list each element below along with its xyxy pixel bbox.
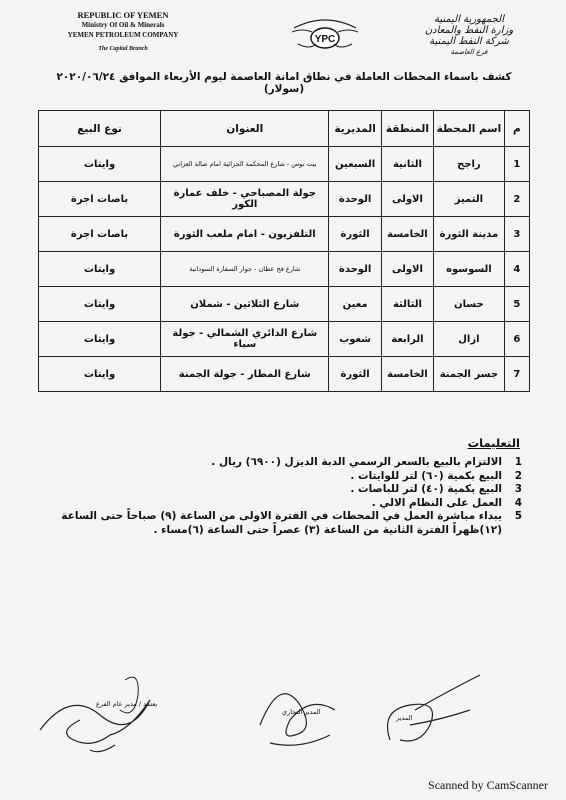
table-row	[39, 287, 530, 322]
row-number: 2	[504, 182, 529, 217]
document-title: كشف باسماء المحطات العاملة في نطاق امانة العاصمة ليوم الأربعاء الموافق ٢٠٢٠/٠٦/٢٤ (سولار)	[56, 71, 512, 95]
scanner-watermark: Scanned by CamScanner	[428, 778, 548, 792]
item-number: 1	[514, 456, 522, 468]
district: شعوب	[329, 322, 381, 357]
station-name: ازال	[434, 322, 504, 357]
table-header-row	[39, 111, 530, 147]
right-signature	[370, 670, 490, 760]
station-name: راجح	[434, 147, 504, 182]
list-item	[52, 470, 522, 484]
address: شارع الثلاثين - شملان	[161, 287, 329, 322]
table-row	[39, 182, 530, 217]
row-number: 1	[504, 147, 529, 182]
column-header-district: المديرية	[329, 111, 381, 147]
header-arabic-block	[404, 14, 534, 58]
table-row	[39, 357, 530, 392]
sale-type: وايتات	[39, 357, 161, 392]
left-signature-label: يعتمد / مدير عام الفرع	[96, 700, 158, 708]
sale-type: وايتات	[39, 322, 161, 357]
region: الرابعة	[381, 322, 433, 357]
region: الاولى	[381, 182, 433, 217]
row-number: 4	[504, 252, 529, 287]
station-name: السوسوه	[434, 252, 504, 287]
row-number: 6	[504, 322, 529, 357]
header-arabic-country: الجمهورية اليمنية	[433, 14, 504, 25]
table-row	[39, 147, 530, 182]
column-header-number: م	[504, 111, 529, 147]
district: الوحدة	[329, 252, 381, 287]
header-arabic-branch: فرع العاصمة	[450, 48, 488, 56]
region: الثالثة	[381, 287, 433, 322]
region: الخامسة	[381, 217, 433, 252]
region: الثانية	[381, 147, 433, 182]
column-header-station: اسم المحطة	[434, 111, 504, 147]
address: شارع الدائري الشمالي - جولة سباء	[161, 322, 329, 357]
row-number: 7	[504, 357, 529, 392]
column-header-address: العنوان	[161, 111, 329, 147]
header-branch: The Capital Branch	[98, 46, 148, 52]
station-name: مدينة الثورة	[434, 217, 504, 252]
row-number: 5	[504, 287, 529, 322]
district: الوحدة	[329, 182, 381, 217]
sale-type: وايتات	[39, 147, 161, 182]
address: شارع فج عطان - جوار السفارة السودانية	[161, 252, 329, 287]
column-header-sale-type: نوع البيع	[39, 111, 161, 147]
item-number: 3	[514, 483, 522, 495]
region: الاولى	[381, 252, 433, 287]
svg-text:YPC: YPC	[314, 34, 336, 45]
table-row	[39, 322, 530, 357]
district: معين	[329, 287, 381, 322]
list-item	[52, 510, 522, 537]
address: شارع المطار - جولة الجمنة	[161, 357, 329, 392]
left-signature	[30, 660, 200, 760]
middle-signature-label: المدير التجاري	[282, 708, 321, 716]
district: الثورة	[329, 217, 381, 252]
item-number: 4	[514, 496, 522, 509]
address: التلفزيون - امام ملعب الثورة	[161, 217, 329, 252]
list-item	[52, 483, 522, 497]
header-country: REPUBLIC OF YEMEN	[77, 10, 169, 20]
district: الثورة	[329, 357, 381, 392]
item-text: البيع بكمية (٤٠) لتر للباصات .	[350, 483, 502, 495]
district: السبعين	[329, 147, 381, 182]
list-item	[52, 456, 522, 470]
row-number: 3	[504, 217, 529, 252]
table-row	[39, 217, 530, 252]
header-company: YEMEN PETROLEUM COMPANY	[67, 31, 179, 39]
item-text: الالتزام بالبيع بالسعر الرسمي الدبة الديزل (٦٩٠٠) ريال .	[211, 456, 502, 468]
item-text: العمل على النظام الالي .	[371, 496, 502, 509]
list-item	[52, 497, 522, 511]
station-name: جسر الجمنة	[434, 357, 504, 392]
instructions-list	[52, 456, 522, 537]
right-signature-label: المدير	[396, 714, 413, 722]
company-logo	[290, 14, 360, 54]
stations-table	[38, 110, 530, 392]
sale-type: باصات اجرة	[39, 182, 161, 217]
station-name: حسان	[434, 287, 504, 322]
instructions-heading: التعليمات	[467, 436, 520, 450]
station-name: التميز	[434, 182, 504, 217]
header-ministry: Ministry Of Oil & Minerals	[81, 21, 165, 29]
sale-type: باصات اجرة	[39, 217, 161, 252]
region: الخامسة	[381, 357, 433, 392]
item-number: 5	[514, 510, 522, 522]
sale-type: وايتات	[39, 287, 161, 322]
header-arabic-company: شركة النفط اليمنية	[429, 36, 509, 47]
item-text: يبداء مباشرة العمل في المحطات في الفترة الاولى من الساعة (٩) صباحاً حتى الساعة (١٢)ظهراً الفترة الثانية من الساعة (٣) عصراً حتى الساعة (٦)مساء .	[61, 510, 502, 536]
sale-type: وايتات	[39, 252, 161, 287]
item-number: 2	[514, 469, 522, 482]
address: جولة المصباحي - خلف عمارة الكور	[161, 182, 329, 217]
item-text: البيع بكمية (٦٠) لتر للوايتات .	[350, 469, 502, 482]
header-arabic-ministry: وزارة النفط والمعادن	[424, 25, 514, 36]
header-english-block	[58, 10, 188, 54]
address: بيت بوس - شارع المحكمة الجزائية امام صالة العزاني	[161, 147, 329, 182]
column-header-region: المنطقة	[381, 111, 433, 147]
table-row	[39, 252, 530, 287]
